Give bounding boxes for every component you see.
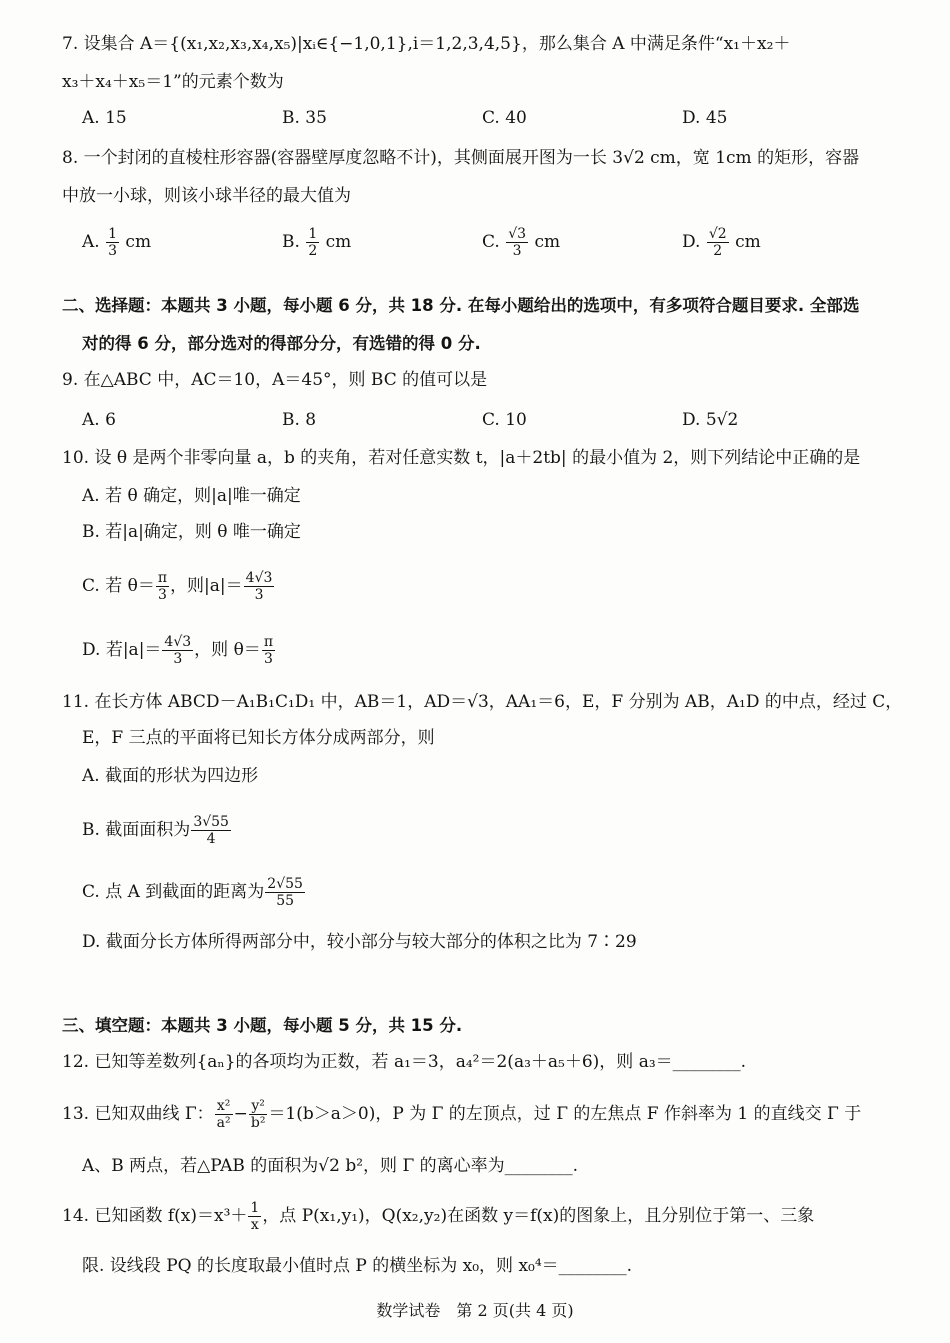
q8-b-den: 2 bbox=[308, 243, 318, 259]
q14-frac bbox=[248, 1200, 261, 1233]
q13-post: ＝1(b＞a＞0)，P 为 Γ 的左顶点，过 Γ 的左焦点 F 作斜率为 1 的直线交 Γ 于 bbox=[268, 1104, 862, 1124]
q8-b-label: B. bbox=[282, 232, 300, 252]
q11-b-num: 3√55 bbox=[193, 814, 229, 830]
q10-d-frac2 bbox=[262, 634, 275, 667]
q13-frac-y bbox=[249, 1098, 268, 1131]
q8-a-label: A. bbox=[82, 232, 100, 252]
q13-pre: 13. 已知双曲线 Γ： bbox=[62, 1104, 214, 1124]
page-footer: 数学试卷 第 2 页(共 4 页) bbox=[376, 1301, 574, 1320]
q9-options bbox=[82, 408, 902, 448]
q10-d-frac1 bbox=[162, 634, 193, 667]
q14-post: ，点 P(x₁,y₁)，Q(x₂,y₂)在函数 y＝f(x)的图象上，且分别位于第一、三象 bbox=[262, 1206, 815, 1226]
q10-d-frac1-den: 3 bbox=[173, 651, 183, 667]
q13-line1 bbox=[62, 1098, 880, 1131]
q7-line2: x₃＋x₄＋x₅＝1”的元素个数为 bbox=[62, 72, 284, 92]
q7-option-d: D. 45 bbox=[682, 108, 728, 128]
q8-c-label: C. bbox=[482, 232, 500, 252]
q9-option-d: D. 5√2 bbox=[682, 410, 739, 430]
q11-c-den: 55 bbox=[276, 893, 295, 909]
q8-d-num: √2 bbox=[708, 226, 727, 242]
q8-a-fraction bbox=[106, 226, 119, 259]
q13-frac-y-num: y² bbox=[249, 1098, 268, 1115]
q10-d-mid: ，则 θ＝ bbox=[194, 640, 261, 660]
q14-line1 bbox=[62, 1200, 880, 1233]
q14-frac-num: 1 bbox=[250, 1200, 260, 1216]
q10-c-frac1 bbox=[156, 570, 169, 603]
q8-c-den: 3 bbox=[512, 243, 522, 259]
section-3-heading: 三、填空题：本题共 3 小题，每小题 5 分，共 15 分. bbox=[62, 1016, 463, 1035]
q9-option-a: A. 6 bbox=[82, 410, 116, 430]
q8-option-a bbox=[82, 226, 151, 259]
q14-frac-den: x bbox=[250, 1217, 259, 1233]
q11-c-pre: C. 点 A 到截面的距离为 bbox=[82, 882, 265, 902]
q13-minus: − bbox=[233, 1104, 248, 1124]
q8-c-unit: cm bbox=[534, 232, 561, 252]
q10-c-frac2-den: 3 bbox=[254, 587, 264, 603]
q13-frac-x-den: a² bbox=[216, 1115, 231, 1131]
q13-frac-x bbox=[215, 1098, 233, 1131]
q10-option-d bbox=[82, 634, 880, 667]
q10-d-frac2-num: π bbox=[263, 634, 274, 650]
q9-option-b: B. 8 bbox=[282, 410, 317, 430]
q8-d-label: D. bbox=[682, 232, 701, 252]
q10-c-frac2-num: 4√3 bbox=[245, 570, 273, 586]
q8-c-num: √3 bbox=[508, 226, 527, 242]
q11-line2: E，F 三点的平面将已知长方体分成两部分，则 bbox=[82, 728, 435, 748]
q8-line2: 中放一小球，则该小球半径的最大值为 bbox=[62, 186, 351, 206]
q13-frac-y-den: b² bbox=[250, 1115, 266, 1131]
q11-c-fraction bbox=[265, 876, 305, 909]
q11-c-num: 2√55 bbox=[267, 876, 303, 892]
q12-stem: 12. 已知等差数列{aₙ}的各项均为正数，若 a₁＝3，a₄²＝2(a₃＋a₅＋6)，则 a₃＝________. bbox=[62, 1052, 747, 1072]
q13-line2: A、B 两点，若△PAB 的面积为√2 b²，则 Γ 的离心率为________. bbox=[82, 1156, 579, 1176]
q8-d-unit: cm bbox=[735, 232, 761, 252]
section-2-heading-line2: 对的得 6 分，部分选对的得部分分，有选错的得 0 分. bbox=[82, 334, 481, 353]
q8-a-unit: cm bbox=[125, 232, 152, 252]
q11-option-c bbox=[82, 876, 880, 909]
q10-option-a: A. 若 θ 确定，则|a|唯一确定 bbox=[82, 486, 301, 506]
q10-c-frac1-den: 3 bbox=[158, 587, 167, 603]
q10-d-frac2-den: 3 bbox=[263, 651, 273, 667]
q8-options bbox=[82, 226, 902, 266]
q8-b-unit: cm bbox=[325, 232, 352, 252]
q8-line1: 8. 一个封闭的直棱柱形容器(容器壁厚度忽略不计)，其侧面展开图为一长 3√2 cm，宽 1cm 的矩形，容器 bbox=[62, 148, 860, 168]
q10-c-mid: ，则|a|＝ bbox=[170, 576, 243, 596]
q8-c-fraction bbox=[506, 226, 528, 259]
q8-b-fraction bbox=[306, 226, 319, 259]
q10-c-frac2 bbox=[244, 570, 275, 603]
q10-d-pre: D. 若|a|＝ bbox=[82, 640, 162, 660]
q7-options bbox=[82, 106, 902, 146]
q9-stem: 9. 在△ABC 中，AC＝10，A＝45°，则 BC 的值可以是 bbox=[62, 370, 488, 390]
q14-line2: 限. 设线段 PQ 的长度取最小值时点 P 的横坐标为 x₀，则 x₀⁴＝________. bbox=[82, 1256, 633, 1276]
q8-d-fraction bbox=[707, 226, 729, 259]
q10-option-b: B. 若|a|确定，则 θ 唯一确定 bbox=[82, 522, 301, 542]
q8-option-b bbox=[282, 226, 351, 259]
q8-a-num: 1 bbox=[108, 226, 118, 242]
q8-b-num: 1 bbox=[308, 226, 318, 242]
q11-line1: 11. 在长方体 ABCD－A₁B₁C₁D₁ 中，AB＝1，AD＝√3，AA₁＝6，E，F 分别为 AB，A₁D 的中点，经过 C， bbox=[62, 692, 903, 712]
q11-b-pre: B. 截面面积为 bbox=[82, 820, 191, 840]
q8-d-den: 2 bbox=[713, 243, 723, 259]
q11-b-fraction bbox=[191, 814, 231, 847]
section-2-heading-line1: 二、选择题：本题共 3 小题，每小题 6 分，共 18 分. 在每小题给出的选项中，有多项符合题目要求. 全部选 bbox=[62, 296, 860, 315]
q11-option-b bbox=[82, 814, 880, 847]
q7-option-a: A. 15 bbox=[82, 108, 127, 128]
q11-b-den: 4 bbox=[206, 831, 216, 847]
q11-option-d: D. 截面分长方体所得两部分中，较小部分与较大部分的体积之比为 7∶29 bbox=[82, 932, 637, 952]
q10-c-frac1-num: π bbox=[157, 570, 168, 586]
q10-d-frac1-num: 4√3 bbox=[164, 634, 192, 650]
q14-pre: 14. 已知函数 f(x)＝x³＋ bbox=[62, 1206, 248, 1226]
q11-option-a: A. 截面的形状为四边形 bbox=[82, 766, 259, 786]
q8-a-den: 3 bbox=[108, 243, 118, 259]
q7-option-b: B. 35 bbox=[282, 108, 327, 128]
q10-c-pre: C. 若 θ＝ bbox=[82, 576, 155, 596]
q7-line1: 7. 设集合 A＝{(x₁,x₂,x₃,x₄,x₅)|xᵢ∈{−1,0,1},i＝1,2,3,4,5}，那么集合 A 中满足条件“x₁＋x₂＋ bbox=[62, 34, 791, 54]
q10-option-c bbox=[82, 570, 880, 603]
q8-option-d bbox=[682, 226, 761, 259]
q9-option-c: C. 10 bbox=[482, 410, 527, 430]
q13-frac-x-num: x² bbox=[215, 1098, 233, 1115]
q7-option-c: C. 40 bbox=[482, 108, 527, 128]
q10-stem: 10. 设 θ 是两个非零向量 a，b 的夹角，若对任意实数 t，|a＋2tb| 的最小值为 2，则下列结论中正确的是 bbox=[62, 448, 861, 468]
q8-option-c bbox=[482, 226, 560, 259]
